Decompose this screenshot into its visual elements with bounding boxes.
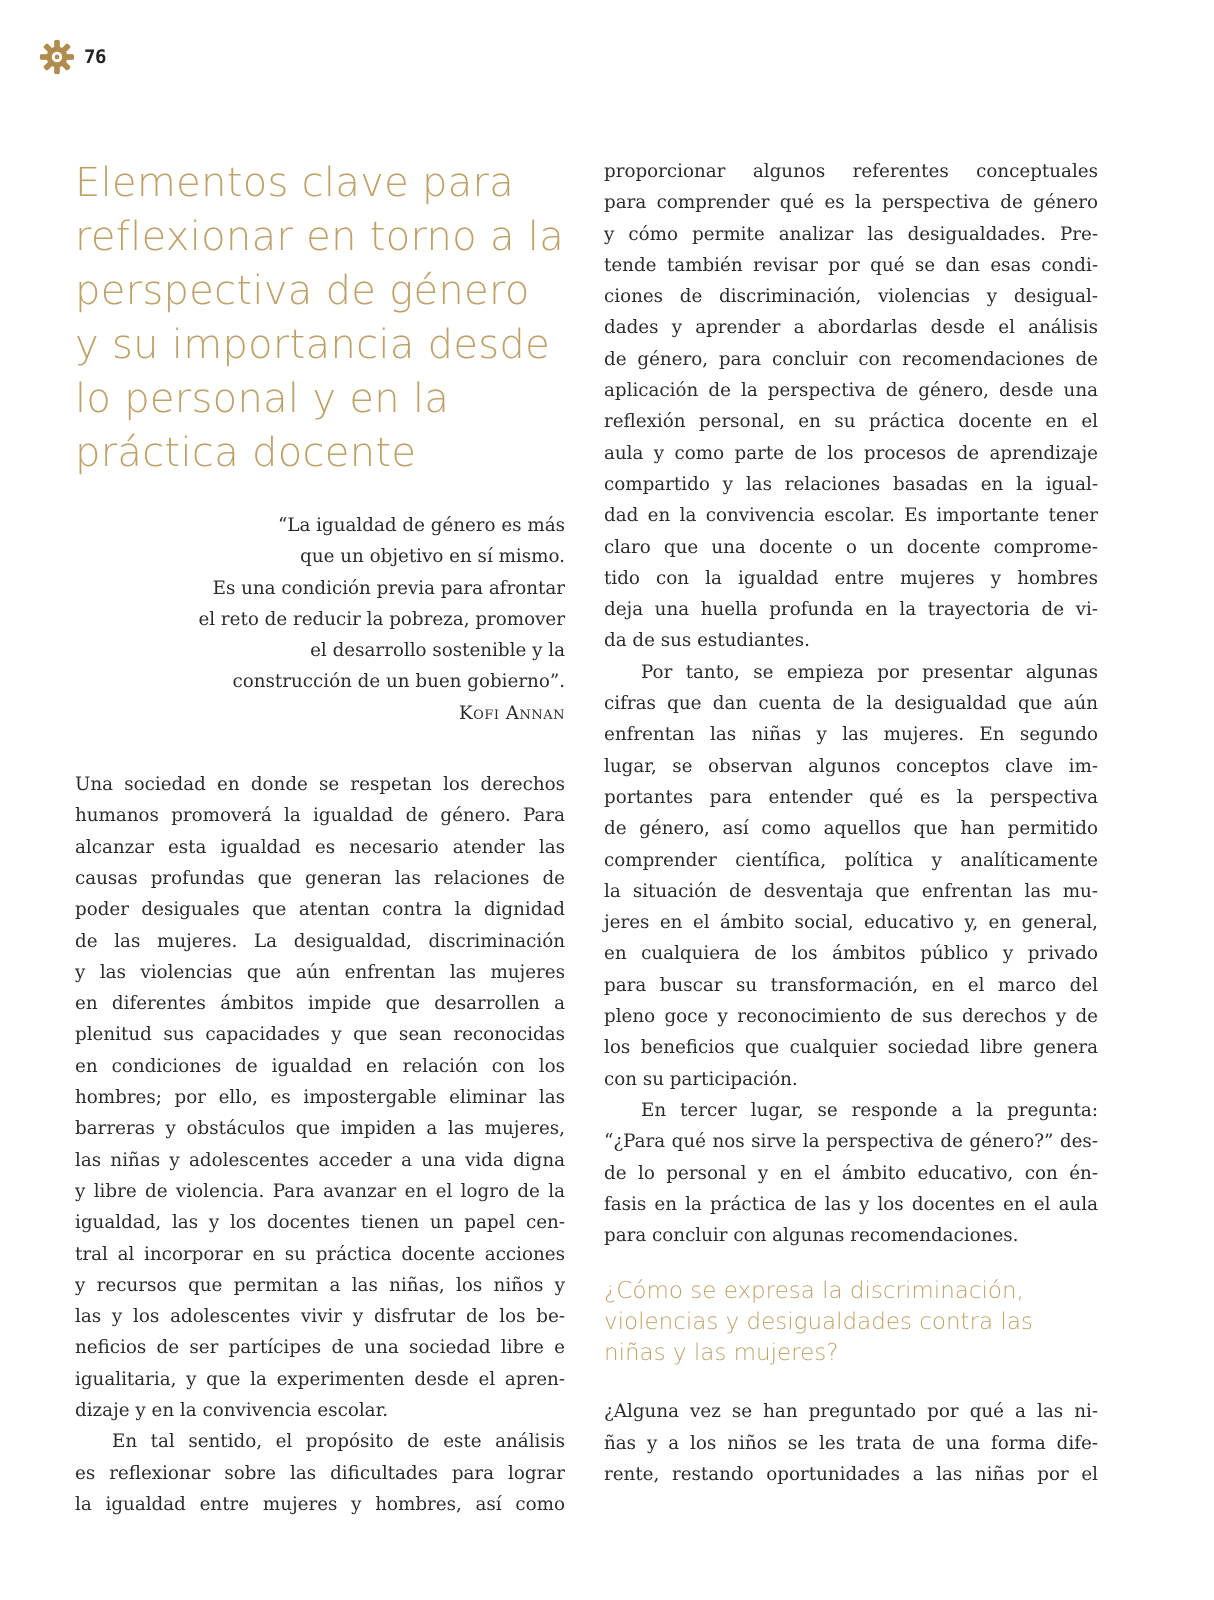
text-line: dad en la convivencia escolar. Es importante tener bbox=[604, 505, 1098, 527]
text-line: jeres en el ámbito social, educativo y, en general, bbox=[604, 912, 1098, 934]
text-line: plenitud sus capacidades y que sean reconocidas bbox=[75, 1024, 565, 1046]
quote-line: construcción de un buen gobierno”. bbox=[232, 671, 565, 693]
text-line: barreras y obstáculos que impiden a las mujeres, bbox=[75, 1118, 565, 1140]
text-line: Una sociedad en donde se respetan los derechos bbox=[75, 774, 565, 796]
heading-line: ¿Cómo se expresa la discriminación, bbox=[604, 1278, 1024, 1305]
text-line: y las violencias que aún enfrentan las mujeres bbox=[75, 961, 565, 983]
text-line: tende también revisar por qué se dan esas condi- bbox=[604, 254, 1098, 276]
quote-line: que un objetivo en sí mismo. bbox=[300, 546, 565, 568]
quote-line: “La igualdad de género es más bbox=[277, 515, 565, 536]
text-line: de las mujeres. La desigualdad, discriminación bbox=[75, 930, 565, 952]
text-line: de género, así como aquellos que han permitido bbox=[604, 818, 1098, 840]
text-line: en condiciones de igualdad en relación con los bbox=[75, 1055, 565, 1077]
text-line: las niñas y adolescentes acceder a una vida digna bbox=[75, 1149, 565, 1171]
text-line: dizaje y en la convivencia escolar. bbox=[75, 1400, 389, 1422]
text-line: y recursos que permitan a las niñas, los niños y bbox=[75, 1274, 565, 1296]
text-line: y cómo permite analizar las desigualdades. Pre- bbox=[604, 223, 1098, 245]
text-line: comprender científica, política y analíticamente bbox=[604, 849, 1098, 871]
left-column bbox=[75, 156, 565, 1520]
text-line: poder desiguales que atentan contra la dignidad bbox=[75, 899, 565, 921]
text-line: dades y aprender a abordarlas desde el análisis bbox=[604, 317, 1098, 339]
text-line: aula y como parte de los procesos de aprendizaje bbox=[604, 442, 1098, 464]
text-line: rente, restando oportunidades a las niñas por el bbox=[604, 1463, 1098, 1485]
quote-author: Kofi Annan bbox=[459, 702, 565, 724]
text-line: y libre de violencia. Para avanzar en el logro de la bbox=[75, 1180, 565, 1202]
text-line: reflexión personal, en su práctica docente en el bbox=[604, 411, 1098, 433]
heading-line: niñas y las mujeres? bbox=[604, 1340, 839, 1367]
text-line: es reflexionar sobre las dificultades para lograr bbox=[75, 1462, 565, 1484]
text-line: para concluir con algunas recomendaciones. bbox=[604, 1225, 1019, 1247]
right-column bbox=[604, 156, 1098, 1490]
text-line: hombres; por ello, es impostergable eliminar las bbox=[75, 1087, 565, 1109]
text-line: compartido y las relaciones basadas en la igual- bbox=[604, 473, 1098, 495]
text-line: la situación de desventaja que enfrentan las mu- bbox=[604, 880, 1098, 902]
page-header bbox=[38, 38, 106, 76]
text-line: En tal sentido, el propósito de este análisis bbox=[112, 1431, 565, 1453]
title-line: práctica docente bbox=[75, 430, 417, 476]
text-line: tral al incorporar en su práctica docente acciones bbox=[75, 1243, 565, 1265]
text-line: neficios de ser partícipes de una sociedad libre e bbox=[75, 1337, 565, 1359]
quote-line: el desarrollo sostenible y la bbox=[310, 640, 565, 662]
quote-line: el reto de reducir la pobreza, promover bbox=[198, 608, 565, 630]
text-line: da de sus estudiantes. bbox=[604, 630, 810, 652]
text-line: En tercer lugar, se responde a la pregunta: bbox=[641, 1099, 1098, 1121]
text-line: tido con la igualdad entre mujeres y hombres bbox=[604, 567, 1098, 589]
text-line: las y los adolescentes vivir y disfrutar de los be- bbox=[75, 1306, 565, 1328]
page-number: 76 bbox=[84, 46, 106, 68]
text-line: “¿Para qué nos sirve la perspectiva de género?” des- bbox=[604, 1131, 1098, 1153]
epigraph-quote bbox=[75, 510, 565, 729]
text-line: causas profundas que generan las relaciones de bbox=[75, 867, 565, 889]
text-line: ciones de discriminación, violencias y desigual- bbox=[604, 286, 1098, 308]
gear-flower-icon bbox=[38, 38, 76, 76]
text-line: proporcionar algunos referentes conceptuales bbox=[604, 161, 1098, 182]
text-line: los beneficios que cualquier sociedad libre genera bbox=[604, 1037, 1098, 1059]
text-line: en cualquiera de los ámbitos público y privado bbox=[604, 943, 1098, 965]
section-heading bbox=[604, 1276, 1098, 1369]
title-line: lo personal y en la bbox=[75, 376, 450, 422]
text-line: de género, para concluir con recomendaciones de bbox=[604, 348, 1098, 370]
text-line: cifras que dan cuenta de la desigualdad que aún bbox=[604, 693, 1098, 715]
text-line: la igualdad entre mujeres y hombres, así como bbox=[75, 1493, 565, 1515]
title-line: reflexionar en torno a la bbox=[75, 214, 565, 260]
text-line: Por tanto, se empieza por presentar algunas bbox=[641, 661, 1098, 683]
text-line: humanos promoverá la igualdad de género. Para bbox=[75, 805, 565, 827]
text-line: lugar, se observan algunos conceptos clave im- bbox=[604, 755, 1098, 777]
text-line: enfrentan las niñas y las mujeres. En segundo bbox=[604, 724, 1098, 746]
text-line: igualdad, las y los docentes tienen un papel cen- bbox=[75, 1212, 565, 1234]
section-body-text bbox=[604, 1396, 1098, 1490]
page-title bbox=[75, 156, 565, 480]
text-line: deja una huella profunda en la trayectoria de vi- bbox=[604, 599, 1098, 621]
text-line: igualitaria, y que la experimenten desde el apren- bbox=[75, 1368, 565, 1390]
quote-line: Es una condición previa para afrontar bbox=[212, 577, 565, 599]
left-body-text bbox=[75, 769, 565, 1520]
heading-line: violencias y desigualdades contra las bbox=[604, 1309, 1033, 1336]
text-line: con su participación. bbox=[604, 1068, 798, 1090]
text-line: aplicación de la perspectiva de género, desde una bbox=[604, 380, 1098, 402]
text-line: alcanzar esta igualdad es necesario atender las bbox=[75, 836, 565, 858]
title-line: y su importancia desde bbox=[75, 322, 550, 368]
text-line: pleno goce y reconocimiento de sus derechos y de bbox=[604, 1006, 1098, 1028]
text-line: para buscar su transformación, en el marco del bbox=[604, 974, 1098, 996]
text-line: fasis en la práctica de las y los docentes en el aula bbox=[604, 1193, 1098, 1215]
text-line: ¿Alguna vez se han preguntado por qué a las ni- bbox=[604, 1401, 1098, 1423]
text-line: para comprender qué es la perspectiva de género bbox=[604, 192, 1098, 214]
text-line: en diferentes ámbitos impide que desarrollen a bbox=[75, 993, 565, 1015]
text-line: de lo personal y en el ámbito educativo, con én- bbox=[604, 1162, 1098, 1184]
title-line: Elementos clave para bbox=[75, 160, 515, 206]
text-line: portantes para entender qué es la perspectiva bbox=[604, 786, 1098, 808]
title-line: perspectiva de género bbox=[75, 268, 530, 314]
text-line: ñas y a los niños se les trata de una forma dife- bbox=[604, 1432, 1098, 1454]
text-line: claro que una docente o un docente comprome- bbox=[604, 536, 1098, 558]
right-body-text bbox=[604, 156, 1098, 1251]
